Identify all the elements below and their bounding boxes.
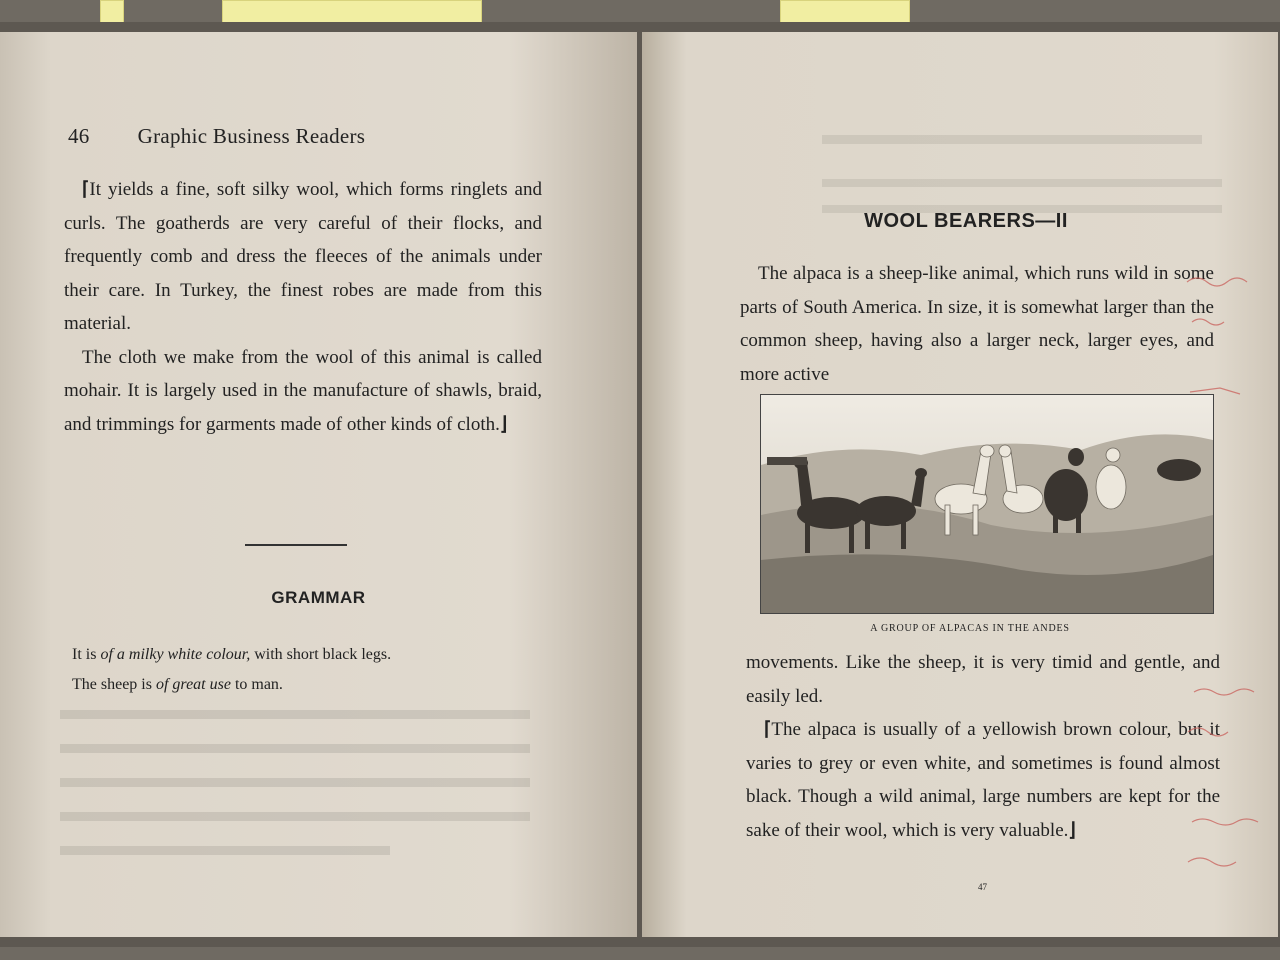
handwritten-annotations [1182, 262, 1272, 902]
right-body-bottom [746, 646, 1220, 847]
grammar-examples [72, 640, 391, 700]
left-body [64, 173, 542, 441]
bracket-mark: ⌋ [499, 413, 508, 435]
grammar-line: The sheep is of great use to man. [72, 676, 283, 693]
alpaca-photo [760, 394, 1214, 614]
bracket-mark: ⌈ [764, 719, 772, 740]
running-head [68, 124, 365, 149]
paragraph: The cloth we make from the wool of this animal is called mohair. It is largely used in the manufacture of shawls, braid, and trimmings for garments made of other kinds of cloth.⌋ [64, 346, 542, 435]
chapter-title: WOOL BEARERS—II [864, 210, 1068, 232]
left-page [0, 32, 637, 937]
bracket-mark: ⌈ [82, 179, 90, 200]
grammar-line: It is of a milky white colour, with short black legs. [72, 646, 392, 663]
paragraph: ⌈The alpaca is usually of a yellowish brown colour, but it varies to grey or even white, and sometimes is found almost black. Though a wild animal, large numbers are kept for the sake of their wool, which is very valuable.⌋ [746, 719, 1220, 841]
book-title: Graphic Business Readers [137, 124, 366, 148]
paragraph: ⌈It yields a fine, soft silky wool, which forms ringlets and curls. The goatherds are very careful of their flocks, and frequently comb and dress the fleeces of the animals under their care. In Turkey, the finest robes are made from this material. [64, 179, 542, 334]
right-body-top [740, 257, 1214, 391]
section-divider [245, 544, 347, 546]
page-number: 47 [978, 882, 987, 892]
paragraph: The alpaca is a sheep-like animal, which runs wild in some parts of South America. In size, it is somewhat larger than the common sheep, having also a larger neck, larger eyes, and more active [740, 263, 1214, 385]
open-book [0, 22, 1280, 947]
bleed-through [60, 702, 550, 882]
paragraph: movements. Like the sheep, it is very timid and gentle, and easily led. [746, 652, 1220, 707]
bracket-mark: ⌋ [1068, 819, 1076, 841]
section-heading: GRAMMAR [271, 588, 366, 607]
photo-caption: A GROUP OF ALPACAS IN THE ANDES [870, 623, 1070, 634]
right-page [642, 32, 1278, 937]
bleed-through [822, 127, 1242, 222]
page-number: 46 [68, 124, 90, 148]
